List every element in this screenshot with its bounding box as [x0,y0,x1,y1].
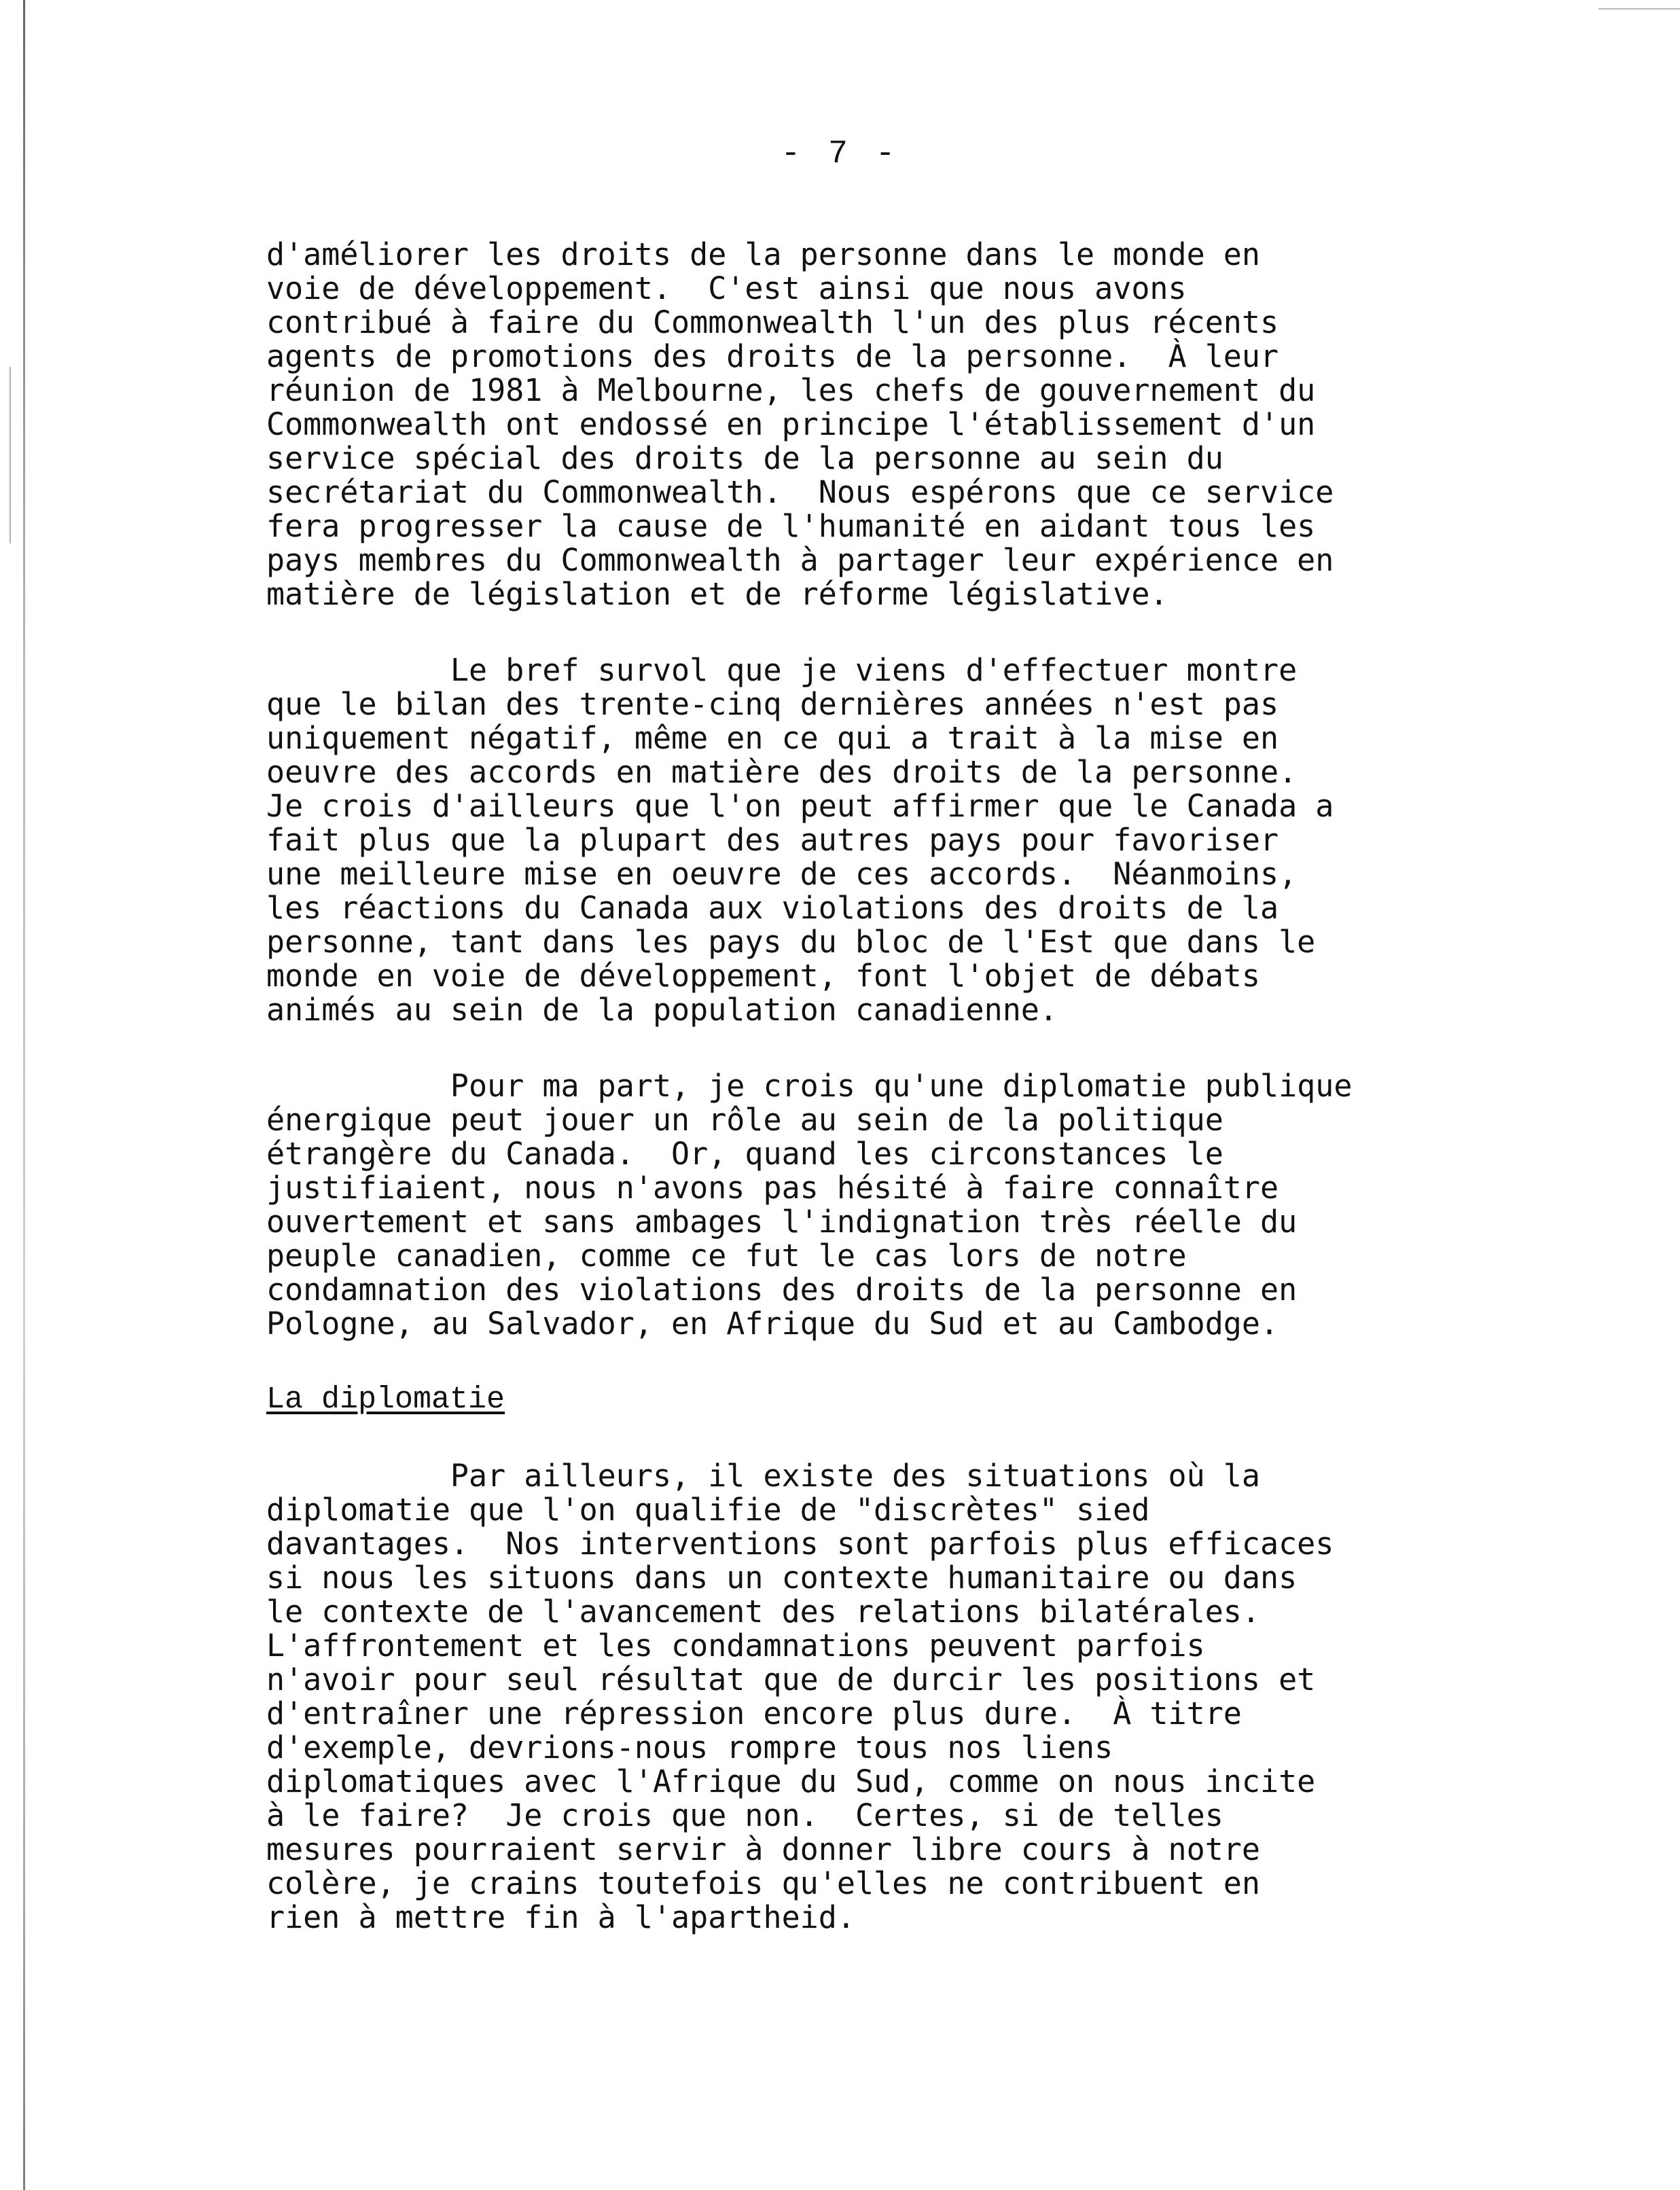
scan-edge-mark [10,367,11,543]
document-body [266,238,1476,1935]
paragraph-gap [266,1027,1476,1069]
paragraph-gap [266,611,1476,653]
page-number: - 7 - [781,136,899,173]
paragraph-gap [266,1341,1476,1383]
paragraph-1: d'améliorer les droits de la personne dans le monde en voie de développement. C'est ainsi que nous avons contribué à faire du Commonwealth l'un des plus récents agents de promotions des droits de la personne. À leur réunion de 1981 à Melbourne, les chefs de gouvernement du Commonwealth ont endossé en principe l'établissement d'un service spécial des droits de la personne au sein du secrétariat du Commonwealth. Nous espérons que ce service fera progresser la cause de l'humanité en aidant tous les pays membres du Commonwealth à partager leur expérience en matière de législation et de réforme législative. [266,236,1334,612]
scan-edge-left [23,0,25,2190]
paragraph-gap [266,1417,1476,1459]
section-heading: La diplomatie [266,1382,505,1417]
paragraph-4: Par ailleurs, il existe des situations où la diplomatie que l'on qualifie de "discrètes" sied davantages. Nos interventions sont parfois plus efficaces si nous les situons dans un contexte humanitaire ou dans le contexte de l'avancement des relations bilatérales. L'affrontement et les condamnations peuvent parfois n'avoir pour seul résultat que de durcir les positions et d'entraîner une répression encore plus dure. À titre d'exemple, devrions-nous rompre tous nos liens diplomatiques avec l'Afrique du Sud, comme on nous incite à le faire? Je crois que non. Certes, si de telles mesures pourraient servir à donner libre cours à notre colère, je crains toutefois qu'elles ne contribuent en rien à mettre fin à l'apartheid. [266,1458,1334,1935]
scan-edge-top-right [1598,8,1680,10]
paragraph-3: Pour ma part, je crois qu'une diplomatie publique énergique peut jouer un rôle au sein de la politique étrangère du Canada. Or, quand les circonstances le justifiaient, nous n'avons pas hésité à faire connaître ouvertement et sans ambages l'indignation très réelle du peuple canadien, comme ce fut le cas lors de notre condamnation des violations des droits de la personne en Pologne, au Salvador, en Afrique du Sud et au Cambodge. [266,1068,1353,1342]
paragraph-2: Le bref survol que je viens d'effectuer montre que le bilan des trente-cinq dernières années n'est pas uniquement négatif, même en ce qui a trait à la mise en oeuvre des accords en matière des droits de la personne. Je crois d'ailleurs que l'on peut affirmer que le Canada a fait plus que la plupart des autres pays pour favoriser une meilleure mise en oeuvre de ces accords. Néanmoins, les réactions du Canada aux violations des droits de la personne, tant dans les pays du bloc de l'Est que dans le monde en voie de développement, font l'objet de débats animés au sein de la population canadienne. [266,652,1334,1028]
